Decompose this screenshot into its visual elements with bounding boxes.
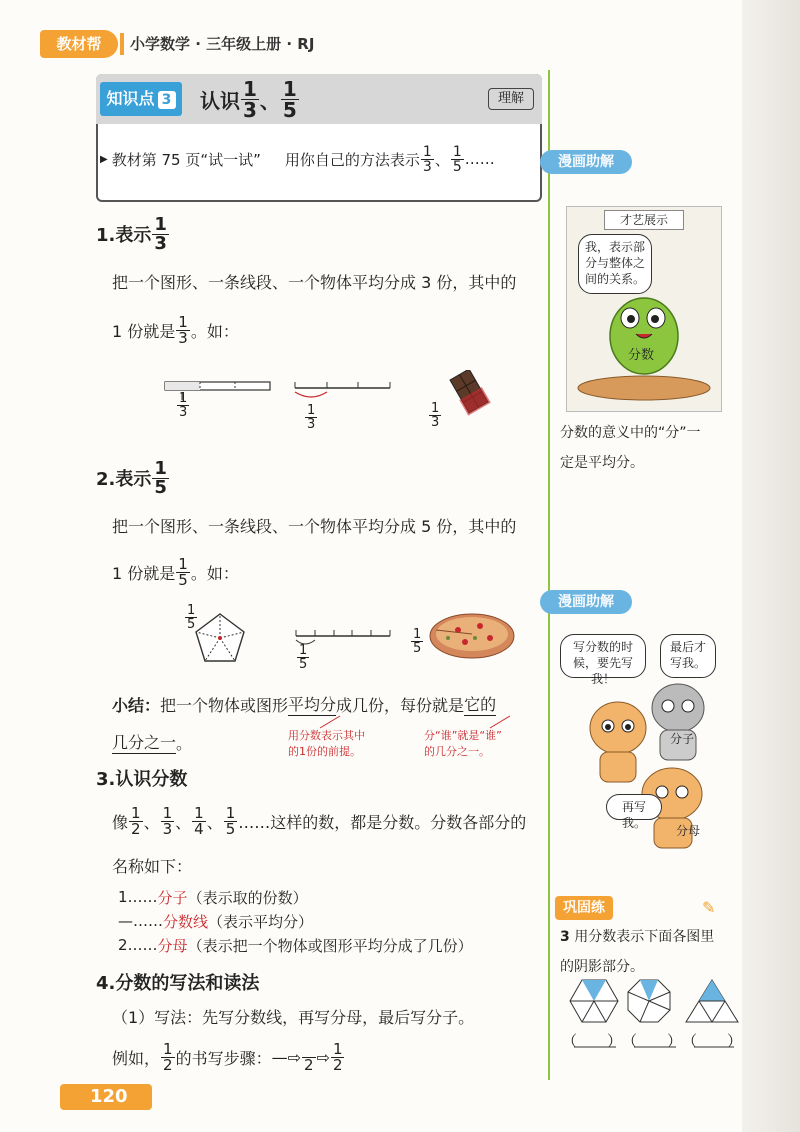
exercise-shapes bbox=[568, 978, 742, 1024]
panel1-title: 才艺展示 bbox=[604, 210, 684, 230]
summary-note-2: 分“谁”就是“谁” 的几分之一。 bbox=[424, 729, 502, 758]
comic-tag-2: 漫画助解 bbox=[540, 590, 632, 614]
fraction-character bbox=[570, 270, 718, 406]
summary-line2: 几分之一 。 bbox=[112, 728, 192, 756]
pencil-icon: ✎ bbox=[702, 898, 716, 917]
char-denominator-label: 分母 bbox=[676, 824, 701, 838]
chocolate-shape bbox=[448, 370, 491, 416]
section1-title: 1.表示 $\frac{1}{3}$ bbox=[96, 213, 167, 254]
section2-label-3: $\frac{1}{5}$ bbox=[413, 627, 422, 656]
header-divider bbox=[120, 33, 124, 55]
section2-title: 2.表示 $\frac{1}{5}$ bbox=[96, 457, 167, 498]
section2-figures bbox=[190, 606, 530, 682]
answer-blank-1[interactable]: （ ） bbox=[562, 1032, 623, 1050]
comic-tag-1: 漫画助解 bbox=[540, 150, 632, 174]
page-edge bbox=[742, 0, 800, 1132]
section1-figures bbox=[160, 370, 500, 450]
section1-label-2: $\frac{1}{3}$ bbox=[307, 403, 316, 432]
panel2-bubble-a: 写分数的时候，要先写我！ bbox=[560, 634, 646, 678]
section4-title: 4.分数的写法和读法 bbox=[96, 973, 260, 994]
triangle-bullet-icon: ▶ bbox=[100, 153, 108, 165]
pizza-shape bbox=[430, 614, 514, 658]
section2-label-1: $\frac{1}{5}$ bbox=[187, 603, 196, 632]
section4-line1: （1）写法：先写分数线，再写分母，最后写分子。 bbox=[112, 1007, 475, 1027]
part-denominator: 2 …… 分母 （表示把一个物体或图形平均分成了几份） bbox=[118, 936, 473, 955]
section3-line1: 像 $\frac{1}{2}$ 、 $\frac{1}{3}$ 、 $\frac{1}{4}$ 、 $\frac{1}{5}$ ……这样的数，都是分数。分数各部分的 bbox=[112, 803, 527, 838]
answer-blank-3[interactable]: （ ） bbox=[682, 1032, 743, 1050]
practice-tag: 巩固练 bbox=[555, 896, 613, 920]
part-numerator: 1 …… 分子 （表示取的份数） bbox=[118, 888, 308, 907]
summary-line1: 小结： 把一个物体或图形 平均分 成几份，每份就是 它的 bbox=[112, 690, 496, 718]
section2-line2: 1 份就是 $\frac{1}{5}$ 。如： bbox=[112, 554, 239, 589]
understand-badge: 理解 bbox=[488, 88, 534, 110]
section4-line2: 例如， $\frac{1}{2}$ 的书写步骤： — ⇨ 2 ⇨ $\frac{1}{2}$ bbox=[112, 1039, 343, 1074]
knowledge-point-tag: 知识点 3 bbox=[100, 82, 182, 116]
header-tag: 教材帮 bbox=[40, 30, 118, 58]
segment5-shape bbox=[296, 630, 390, 644]
sidebar-text-1: 分数的意义中的“分”一 定是平均分。 bbox=[560, 425, 701, 471]
exercise-text: 3 用分数表示下面各图里 的阴影部分。 bbox=[560, 929, 715, 975]
octagon-shape bbox=[628, 980, 670, 1022]
summary-note-1: 用分数表示其中 的1份的前提。 bbox=[288, 729, 365, 758]
panel1-bubble: 我，表示部分与整体之间的关系。 bbox=[578, 234, 652, 294]
summary-arrows bbox=[300, 714, 540, 730]
header-title: 小学数学 · 三年级上册 · RJ bbox=[130, 35, 315, 53]
sidebar-divider bbox=[548, 70, 550, 1080]
arrow-icon: ⇨ bbox=[316, 1047, 330, 1067]
knowledge-title: 认识 $\frac{1}{3}$ 、 $\frac{1}{5}$ bbox=[200, 76, 297, 122]
answer-blank-2[interactable]: （ ） bbox=[622, 1032, 683, 1050]
part-fraction-line: — …… 分数线 （表示平均分） bbox=[118, 912, 314, 931]
panel2-bubble-c: 再写我。 bbox=[606, 794, 662, 820]
fraction-characters bbox=[562, 674, 732, 860]
knowledge-point-number: 3 bbox=[158, 91, 176, 109]
textbook-reference: ▶ 教材第 75 页“试一试” 用你自己的方法表示 $\frac{1}{3}$ 、 $\frac{1}{5}$ …… bbox=[100, 143, 495, 175]
fraction-1-5: $\frac{1}{5}$ bbox=[282, 76, 297, 122]
char-numerator-label: 分子 bbox=[670, 732, 695, 746]
section2-label-2: $\frac{1}{5}$ bbox=[299, 643, 308, 672]
page-number: 120 bbox=[60, 1084, 152, 1110]
section3-line2: 名称如下： bbox=[112, 856, 193, 876]
pentagon-shape bbox=[196, 614, 244, 661]
section1-label-3: $\frac{1}{3}$ bbox=[431, 401, 440, 430]
fraction-1-3: $\frac{1}{3}$ bbox=[243, 76, 257, 122]
section1-line1: 把一个图形、一条线段、一个物体平均分成 3 份，其中的 bbox=[112, 272, 517, 292]
section3-title: 3.认识分数 bbox=[96, 769, 188, 790]
section1-label-1: $\frac{1}{3}$ bbox=[179, 391, 188, 420]
hexagon-shape bbox=[570, 980, 618, 1022]
triangle-shape bbox=[686, 980, 738, 1022]
answer-lines bbox=[570, 1044, 736, 1050]
section1-line2: 1 份就是 $\frac{1}{3}$ 。如： bbox=[112, 312, 239, 347]
section2-line1: 把一个图形、一条线段、一个物体平均分成 5 份，其中的 bbox=[112, 516, 517, 536]
panel2-bubble-b: 最后才写我。 bbox=[660, 634, 716, 678]
arrow-icon: ⇨ bbox=[287, 1047, 301, 1067]
panel1-char-label: 分数 bbox=[628, 348, 655, 363]
